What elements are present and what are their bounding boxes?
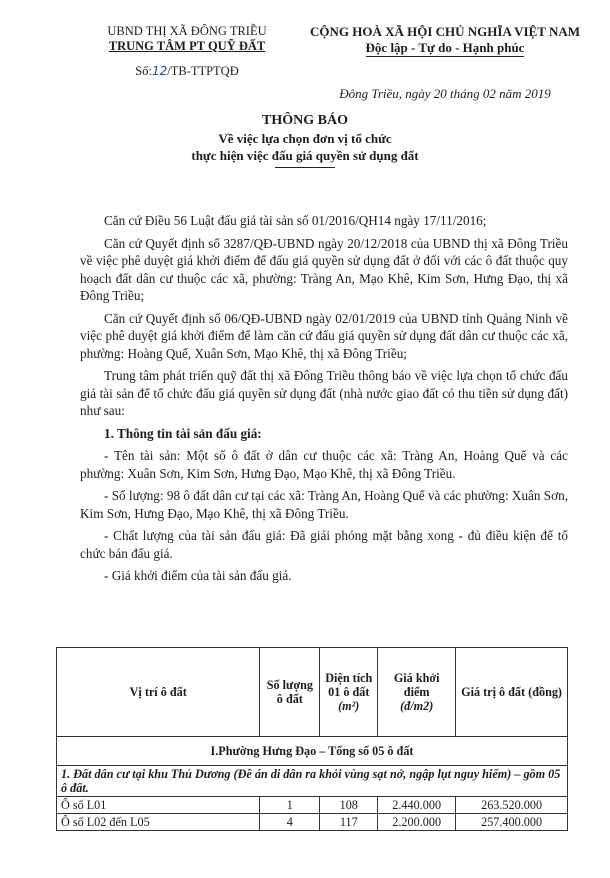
issuer-line1: UBND THỊ XÃ ĐÔNG TRIỀU — [107, 24, 267, 38]
bullet-quality: - Chất lượng của tài sản đấu giá: Đã giải phóng mặt bằng xong - đủ điều kiện để tổ chức bán đấu giá. — [80, 528, 568, 561]
paragraph-basis-3: Căn cứ Quyết định số 06/QĐ-UBND ngày 02/01/2019 của UBND tỉnh Quảng Ninh về việc phê duyệt giá khởi điểm để làm căn cứ đấu giá quyền sử dụng đất dân cư thuộc các xã, phường: Hoàng Quế, Xuân Sơn, Mạo Khê, thị xã Đông Triều; — [80, 310, 568, 361]
subsection-label: 1. Đất dân cư tại khu Thủ Dương (Đề án di dân ra khỏi vùng sạt nở, ngập lụt nguy hiểm) – gồm 05 ô đất. — [57, 766, 568, 797]
header-position: Vị trí ô đất — [57, 648, 260, 737]
cell-area: 108 — [320, 797, 378, 814]
title-line3: thực hiện việc đấu giá quyền sử dụng đất — [191, 148, 419, 163]
cell-area: 117 — [320, 814, 378, 831]
cell-count: 1 — [260, 797, 320, 814]
title-line2: Về việc lựa chọn đơn vị tổ chức — [218, 131, 392, 146]
national-header — [300, 24, 590, 57]
document-title — [0, 112, 610, 168]
cell-position: Ô số L02 đến L05 — [57, 814, 260, 831]
table-row — [57, 797, 568, 814]
bullet-quantity: - Số lượng: 98 ô đất dân cư tại các xã: Tràng An, Hoàng Quế và các phường: Xuân Sơn, Kim Sơn, Hưng Đạo, Mạo Khê, thị xã Đông Triều. — [80, 488, 568, 521]
header-area — [320, 648, 378, 737]
nation-title: CỘNG HOÀ XÃ HỘI CHỦ NGHĨA VIỆT NAM — [309, 24, 581, 39]
paragraph-basis-2: Căn cứ Quyết định số 3287/QĐ-UBND ngày 20/12/2018 của UBND thị xã Đông Triều về việc phê duyệt giá khởi điểm để đấu giá quyền sử dụng đất ở đối với các ô đất thuộc quy hoạch đất dân cư thuộc các xã, phường: Tràng An, Mạo Khê, Kim Sơn, Hưng Đạo, thị xã Đông Triều; — [80, 235, 568, 303]
bullet-asset-name: - Tên tài sản: Một số ô đất ở dân cư thuộc các xã: Tràng An, Hoàng Quế và các phường: Xuân Sơn, Kim Sơn, Hưng Đạo, Mạo Khê, thị xã Đông Triều. — [80, 448, 568, 481]
header-area-unit: (m²) — [338, 699, 360, 713]
bullet-starting-price: - Giá khởi điểm của tài sản đấu giá. — [104, 568, 292, 583]
table-subsection-row — [57, 766, 568, 797]
issuer-block — [92, 24, 282, 79]
table-row — [57, 814, 568, 831]
cell-count: 4 — [260, 814, 320, 831]
issue-date: Đông Triều, ngày 20 tháng 02 năm 2019 — [339, 86, 551, 101]
header-price — [378, 648, 456, 737]
doc-no-handwritten: 12 — [151, 64, 168, 78]
cell-price: 2.440.000 — [378, 797, 456, 814]
cell-price: 2.200.000 — [378, 814, 456, 831]
document-number — [92, 64, 282, 79]
paragraph-basis-1: Căn cứ Điều 56 Luật đấu giá tài sản số 01/2016/QH14 ngày 17/11/2016; — [104, 213, 487, 228]
section-heading-1: 1. Thông tin tài sản đấu giá: — [104, 425, 262, 441]
section-label: I.Phường Hưng Đạo – Tổng số 05 ô đất — [57, 737, 568, 766]
title-main: THÔNG BÁO — [262, 113, 348, 128]
doc-no-suffix: /TB-TTPTQĐ — [167, 64, 239, 78]
cell-value: 263.520.000 — [456, 797, 568, 814]
title-underline — [275, 167, 335, 168]
header-value: Giá trị ô đất (đồng) — [456, 648, 568, 737]
doc-no-prefix: Số: — [135, 64, 152, 78]
price-table — [56, 647, 568, 831]
header-price-label: Giá khởi điểm — [393, 671, 440, 699]
national-motto: Độc lập - Tự do - Hạnh phúc — [365, 40, 525, 55]
paragraph-announcement: Trung tâm phát triển quỹ đất thị xã Đông Triều thông báo về việc lựa chọn tổ chức đấu giá tài sản để tổ chức đấu giá quyền sử dụng đất (nhà nước giao đất có thu tiền sử dụng đất) như sau: — [80, 368, 568, 418]
document-body — [80, 212, 568, 590]
cell-position: Ô số L01 — [57, 797, 260, 814]
issuer-line2: TRUNG TÂM PT QUỸ ĐẤT — [108, 39, 266, 53]
header-count: Số lượng ô đất — [260, 648, 320, 737]
table-section-row — [57, 737, 568, 766]
cell-value: 257.400.000 — [456, 814, 568, 831]
header-price-unit: (đ/m2) — [400, 699, 434, 713]
header-area-label: Diện tích 01 ô đất — [325, 671, 373, 699]
table-header-row — [57, 648, 568, 737]
